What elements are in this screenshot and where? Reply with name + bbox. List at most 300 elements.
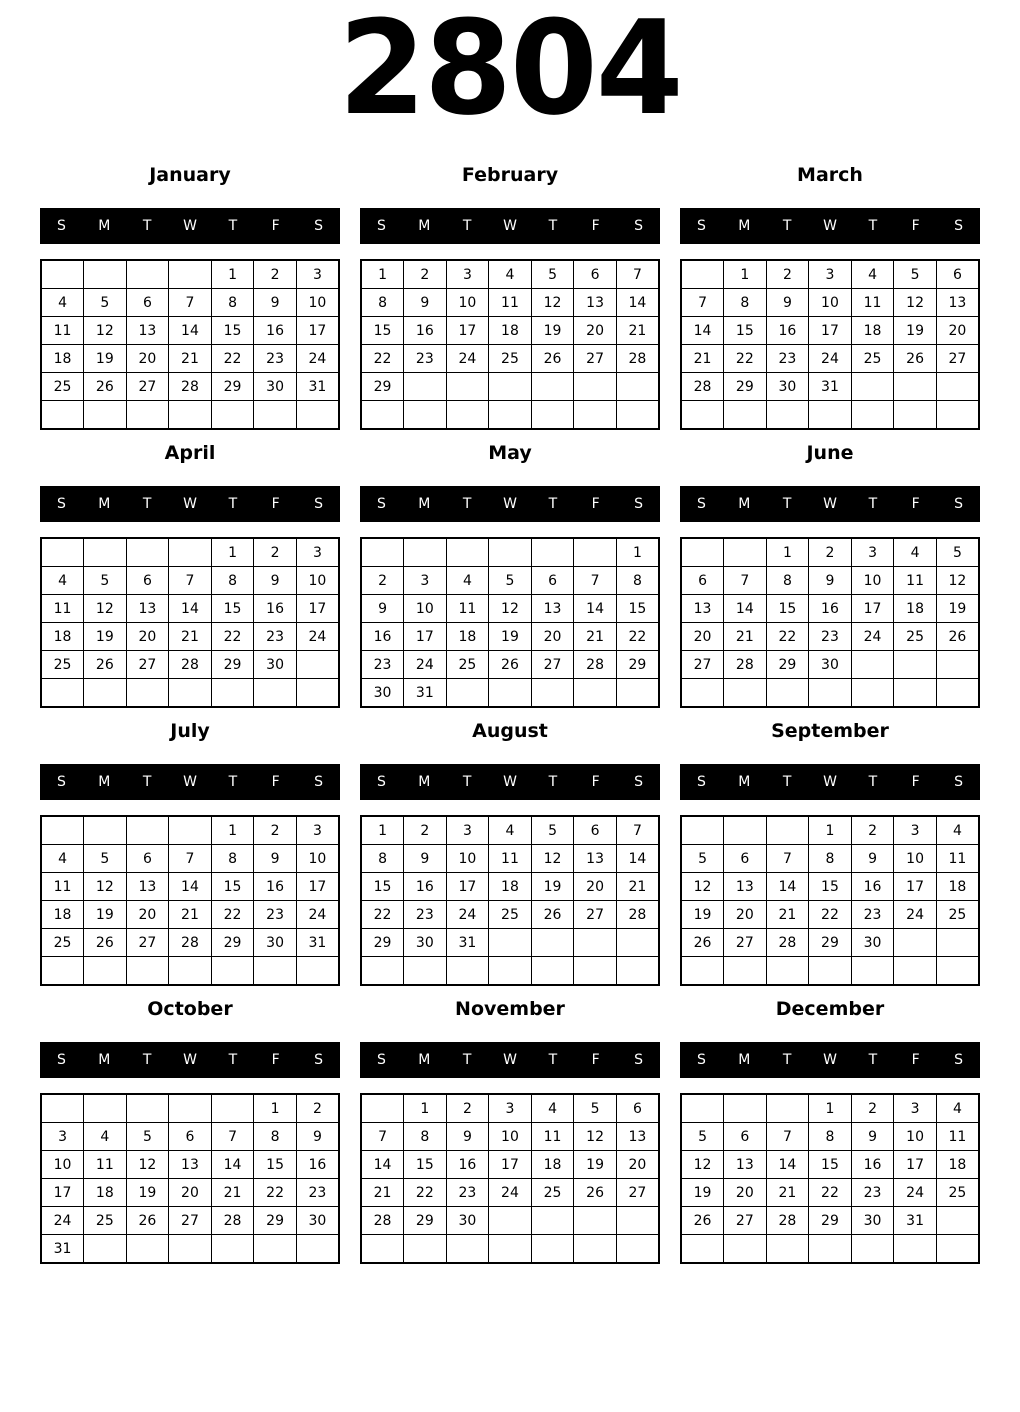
date-cell: 29 (809, 929, 852, 957)
day-header-cell: S (314, 496, 324, 512)
date-cell: 9 (254, 845, 297, 873)
empty-cell (681, 260, 724, 289)
day-header-cell: T (868, 774, 878, 790)
date-cell: 13 (724, 873, 767, 901)
date-cell: 31 (296, 929, 339, 957)
date-cell: 7 (169, 845, 212, 873)
week-row (681, 289, 979, 317)
day-header-cell: S (376, 1052, 386, 1068)
date-cell: 8 (211, 845, 254, 873)
empty-cell (681, 401, 724, 430)
date-cell: 5 (84, 289, 127, 317)
week-row (361, 845, 659, 873)
date-cell: 22 (809, 901, 852, 929)
date-cell: 13 (126, 595, 169, 623)
empty-cell (531, 538, 574, 567)
empty-cell (296, 651, 339, 679)
date-cell: 1 (211, 816, 254, 845)
date-cell: 14 (211, 1151, 254, 1179)
year-title: 2804 (338, 0, 682, 144)
date-cell: 20 (616, 1151, 659, 1179)
date-cell: 10 (296, 289, 339, 317)
date-cell: 4 (84, 1123, 127, 1151)
date-cell: 17 (894, 1151, 937, 1179)
day-header-cell: F (591, 1052, 600, 1068)
month-name: June (806, 442, 854, 464)
date-cell: 27 (531, 651, 574, 679)
date-cell: 8 (766, 567, 809, 595)
date-cell: 13 (616, 1123, 659, 1151)
date-cell: 23 (254, 623, 297, 651)
week-row (681, 816, 979, 845)
date-cell: 12 (489, 595, 532, 623)
date-cell: 21 (169, 901, 212, 929)
date-cell: 22 (404, 1179, 447, 1207)
day-header-cell: S (56, 218, 66, 234)
date-cell: 17 (296, 317, 339, 345)
date-cell: 28 (169, 929, 212, 957)
date-cell: 2 (851, 1094, 894, 1123)
date-cell: 4 (41, 845, 84, 873)
day-header-cell: F (911, 774, 920, 790)
empty-cell (724, 957, 767, 986)
date-cell: 18 (894, 595, 937, 623)
week-row (41, 901, 339, 929)
month-december (680, 998, 980, 1264)
date-cell: 16 (446, 1151, 489, 1179)
week-row (681, 957, 979, 986)
date-cell: 24 (446, 345, 489, 373)
month-january (40, 164, 340, 430)
week-row (681, 317, 979, 345)
date-cell: 1 (404, 1094, 447, 1123)
date-cell: 15 (616, 595, 659, 623)
date-cell: 27 (574, 345, 617, 373)
date-cell: 11 (936, 845, 979, 873)
date-cell: 6 (531, 567, 574, 595)
date-cell: 20 (724, 901, 767, 929)
empty-cell (84, 401, 127, 430)
date-cell: 15 (724, 317, 767, 345)
date-cell: 19 (489, 623, 532, 651)
day-header-cell: T (228, 774, 238, 790)
date-cell: 7 (211, 1123, 254, 1151)
date-cell: 13 (169, 1151, 212, 1179)
empty-cell (446, 1235, 489, 1264)
week-row (41, 651, 339, 679)
date-cell: 26 (531, 901, 574, 929)
date-cell: 27 (126, 929, 169, 957)
date-cell: 20 (681, 623, 724, 651)
date-cell: 10 (894, 1123, 937, 1151)
week-row (361, 1235, 659, 1264)
empty-cell (936, 651, 979, 679)
date-cell: 27 (936, 345, 979, 373)
weekday-header-bar (360, 208, 660, 244)
day-header-cell: W (503, 496, 517, 512)
week-row (681, 845, 979, 873)
date-cell: 31 (809, 373, 852, 401)
date-cell: 19 (531, 317, 574, 345)
day-header-cell: T (462, 1052, 472, 1068)
week-row (681, 401, 979, 430)
day-header-cell: W (823, 1052, 837, 1068)
date-cell: 1 (361, 260, 404, 289)
date-cell: 22 (809, 1179, 852, 1207)
date-cell: 11 (531, 1123, 574, 1151)
day-header-cell: F (911, 1052, 920, 1068)
dates-table (40, 259, 340, 430)
date-cell: 25 (489, 345, 532, 373)
empty-cell (531, 373, 574, 401)
empty-cell (681, 679, 724, 708)
week-row (681, 538, 979, 567)
day-header-cell: M (98, 774, 111, 790)
date-cell: 15 (211, 317, 254, 345)
date-cell: 26 (936, 623, 979, 651)
date-cell: 22 (616, 623, 659, 651)
date-cell: 4 (41, 289, 84, 317)
day-header-cell: S (696, 774, 706, 790)
week-row (41, 260, 339, 289)
week-row (361, 345, 659, 373)
week-row (41, 1179, 339, 1207)
date-cell: 13 (126, 317, 169, 345)
date-cell: 29 (404, 1207, 447, 1235)
date-cell: 11 (41, 317, 84, 345)
month-name: March (797, 164, 863, 186)
date-cell: 14 (766, 1151, 809, 1179)
month-name: April (164, 442, 216, 464)
date-cell: 30 (296, 1207, 339, 1235)
date-cell: 27 (616, 1179, 659, 1207)
date-cell: 15 (361, 317, 404, 345)
date-cell: 21 (169, 345, 212, 373)
day-header-cell: S (954, 218, 964, 234)
date-cell: 7 (681, 289, 724, 317)
day-header-cell: W (503, 774, 517, 790)
day-header-cell: T (782, 218, 792, 234)
empty-cell (211, 401, 254, 430)
empty-cell (254, 1235, 297, 1264)
date-cell: 7 (766, 845, 809, 873)
date-cell: 25 (851, 345, 894, 373)
empty-cell (296, 1235, 339, 1264)
date-cell: 3 (296, 816, 339, 845)
date-cell: 8 (809, 845, 852, 873)
day-header-cell: S (314, 1052, 324, 1068)
date-cell: 11 (851, 289, 894, 317)
date-cell: 12 (531, 289, 574, 317)
week-row (361, 289, 659, 317)
date-cell: 18 (489, 317, 532, 345)
date-cell: 2 (404, 816, 447, 845)
empty-cell (894, 651, 937, 679)
date-cell: 23 (404, 345, 447, 373)
date-cell: 8 (809, 1123, 852, 1151)
date-cell: 18 (41, 901, 84, 929)
date-cell: 19 (531, 873, 574, 901)
date-cell: 5 (894, 260, 937, 289)
date-cell: 7 (169, 567, 212, 595)
date-cell: 23 (254, 345, 297, 373)
date-cell: 23 (851, 1179, 894, 1207)
empty-cell (211, 957, 254, 986)
date-cell: 5 (489, 567, 532, 595)
date-cell: 12 (84, 873, 127, 901)
date-cell: 21 (681, 345, 724, 373)
date-cell: 10 (446, 289, 489, 317)
empty-cell (169, 679, 212, 708)
date-cell: 22 (361, 901, 404, 929)
date-cell: 3 (894, 1094, 937, 1123)
week-row (41, 1123, 339, 1151)
day-header-cell: M (98, 218, 111, 234)
date-cell: 14 (724, 595, 767, 623)
week-row (681, 1235, 979, 1264)
day-header-cell: W (823, 218, 837, 234)
empty-cell (211, 1094, 254, 1123)
empty-cell (489, 538, 532, 567)
empty-cell (169, 957, 212, 986)
week-row (41, 1151, 339, 1179)
dates-table (360, 537, 660, 708)
date-cell: 4 (41, 567, 84, 595)
day-header-cell: T (228, 496, 238, 512)
empty-cell (616, 1235, 659, 1264)
week-row (41, 1094, 339, 1123)
date-cell: 10 (404, 595, 447, 623)
date-cell: 15 (254, 1151, 297, 1179)
date-cell: 8 (211, 289, 254, 317)
empty-cell (446, 401, 489, 430)
date-cell: 12 (531, 845, 574, 873)
date-cell: 25 (41, 651, 84, 679)
date-cell: 15 (361, 873, 404, 901)
dates-table (680, 1093, 980, 1264)
date-cell: 20 (574, 873, 617, 901)
date-cell: 21 (169, 623, 212, 651)
week-row (681, 679, 979, 708)
date-cell: 24 (404, 651, 447, 679)
empty-cell (254, 401, 297, 430)
week-row (41, 373, 339, 401)
date-cell: 16 (254, 873, 297, 901)
day-header-cell: S (954, 496, 964, 512)
day-header-cell: W (183, 218, 197, 234)
date-cell: 4 (894, 538, 937, 567)
date-cell: 12 (574, 1123, 617, 1151)
date-cell: 27 (724, 1207, 767, 1235)
date-cell: 5 (531, 260, 574, 289)
empty-cell (446, 373, 489, 401)
weekday-header-bar (40, 486, 340, 522)
empty-cell (361, 1094, 404, 1123)
date-cell: 28 (616, 345, 659, 373)
week-row (681, 873, 979, 901)
week-row (681, 623, 979, 651)
day-header-cell: T (782, 1052, 792, 1068)
date-cell: 6 (681, 567, 724, 595)
week-row (681, 595, 979, 623)
week-row (361, 901, 659, 929)
month-name: September (771, 720, 889, 742)
day-header-cell: F (591, 218, 600, 234)
date-cell: 21 (211, 1179, 254, 1207)
date-cell: 2 (254, 538, 297, 567)
dates-table (40, 815, 340, 986)
empty-cell (296, 679, 339, 708)
empty-cell (894, 957, 937, 986)
empty-cell (724, 816, 767, 845)
week-row (41, 929, 339, 957)
day-header-cell: M (418, 1052, 431, 1068)
day-header-cell: F (271, 774, 280, 790)
date-cell: 16 (296, 1151, 339, 1179)
empty-cell (851, 957, 894, 986)
date-cell: 28 (724, 651, 767, 679)
empty-cell (851, 401, 894, 430)
date-cell: 29 (809, 1207, 852, 1235)
date-cell: 10 (489, 1123, 532, 1151)
day-header-cell: F (271, 218, 280, 234)
empty-cell (84, 1235, 127, 1264)
date-cell: 12 (126, 1151, 169, 1179)
date-cell: 6 (126, 567, 169, 595)
weekday-header-bar (680, 1042, 980, 1078)
date-cell: 30 (766, 373, 809, 401)
day-header-cell: W (183, 496, 197, 512)
date-cell: 29 (766, 651, 809, 679)
date-cell: 16 (361, 623, 404, 651)
date-cell: 5 (126, 1123, 169, 1151)
empty-cell (84, 957, 127, 986)
empty-cell (296, 401, 339, 430)
date-cell: 5 (681, 845, 724, 873)
date-cell: 5 (681, 1123, 724, 1151)
date-cell: 9 (851, 1123, 894, 1151)
date-cell: 12 (936, 567, 979, 595)
empty-cell (936, 1207, 979, 1235)
date-cell: 17 (851, 595, 894, 623)
date-cell: 4 (489, 260, 532, 289)
date-cell: 31 (894, 1207, 937, 1235)
date-cell: 30 (851, 1207, 894, 1235)
date-cell: 23 (809, 623, 852, 651)
day-header-cell: T (228, 218, 238, 234)
week-row (681, 1151, 979, 1179)
day-header-cell: S (954, 774, 964, 790)
date-cell: 24 (851, 623, 894, 651)
date-cell: 14 (361, 1151, 404, 1179)
date-cell: 4 (489, 816, 532, 845)
day-header-cell: M (738, 496, 751, 512)
empty-cell (169, 816, 212, 845)
week-row (361, 873, 659, 901)
date-cell: 15 (211, 595, 254, 623)
empty-cell (169, 1235, 212, 1264)
day-header-cell: S (376, 496, 386, 512)
week-row (361, 1151, 659, 1179)
date-cell: 13 (531, 595, 574, 623)
week-row (681, 1207, 979, 1235)
empty-cell (41, 260, 84, 289)
date-cell: 18 (84, 1179, 127, 1207)
empty-cell (936, 679, 979, 708)
week-row (681, 929, 979, 957)
date-cell: 16 (851, 1151, 894, 1179)
day-header-cell: W (183, 1052, 197, 1068)
month-name: January (149, 164, 231, 186)
date-cell: 26 (84, 929, 127, 957)
date-cell: 6 (724, 845, 767, 873)
date-cell: 17 (489, 1151, 532, 1179)
date-cell: 25 (936, 901, 979, 929)
date-cell: 6 (724, 1123, 767, 1151)
month-july (40, 720, 340, 986)
week-row (41, 679, 339, 708)
empty-cell (254, 679, 297, 708)
date-cell: 20 (126, 901, 169, 929)
date-cell: 18 (851, 317, 894, 345)
date-cell: 30 (404, 929, 447, 957)
date-cell: 3 (446, 816, 489, 845)
day-header-cell: F (591, 496, 600, 512)
date-cell: 29 (211, 651, 254, 679)
date-cell: 1 (766, 538, 809, 567)
day-header-cell: F (271, 496, 280, 512)
date-cell: 21 (616, 873, 659, 901)
date-cell: 21 (766, 901, 809, 929)
date-cell: 23 (361, 651, 404, 679)
date-cell: 29 (211, 373, 254, 401)
date-cell: 13 (681, 595, 724, 623)
month-september (680, 720, 980, 986)
day-header-cell: M (418, 496, 431, 512)
day-header-cell: S (634, 218, 644, 234)
day-header-cell: W (823, 496, 837, 512)
date-cell: 7 (361, 1123, 404, 1151)
empty-cell (851, 373, 894, 401)
date-cell: 19 (84, 901, 127, 929)
empty-cell (616, 957, 659, 986)
date-cell: 10 (446, 845, 489, 873)
date-cell: 3 (489, 1094, 532, 1123)
date-cell: 9 (296, 1123, 339, 1151)
date-cell: 9 (254, 567, 297, 595)
empty-cell (936, 929, 979, 957)
date-cell: 22 (361, 345, 404, 373)
date-cell: 27 (126, 651, 169, 679)
date-cell: 9 (766, 289, 809, 317)
date-cell: 18 (531, 1151, 574, 1179)
date-cell: 16 (851, 873, 894, 901)
day-header-cell: S (314, 774, 324, 790)
week-row (681, 1179, 979, 1207)
date-cell: 11 (936, 1123, 979, 1151)
empty-cell (84, 538, 127, 567)
month-march (680, 164, 980, 430)
date-cell: 14 (616, 845, 659, 873)
date-cell: 26 (84, 651, 127, 679)
date-cell: 6 (936, 260, 979, 289)
empty-cell (894, 679, 937, 708)
empty-cell (681, 1235, 724, 1264)
date-cell: 30 (254, 929, 297, 957)
date-cell: 3 (851, 538, 894, 567)
empty-cell (616, 401, 659, 430)
date-cell: 15 (809, 873, 852, 901)
